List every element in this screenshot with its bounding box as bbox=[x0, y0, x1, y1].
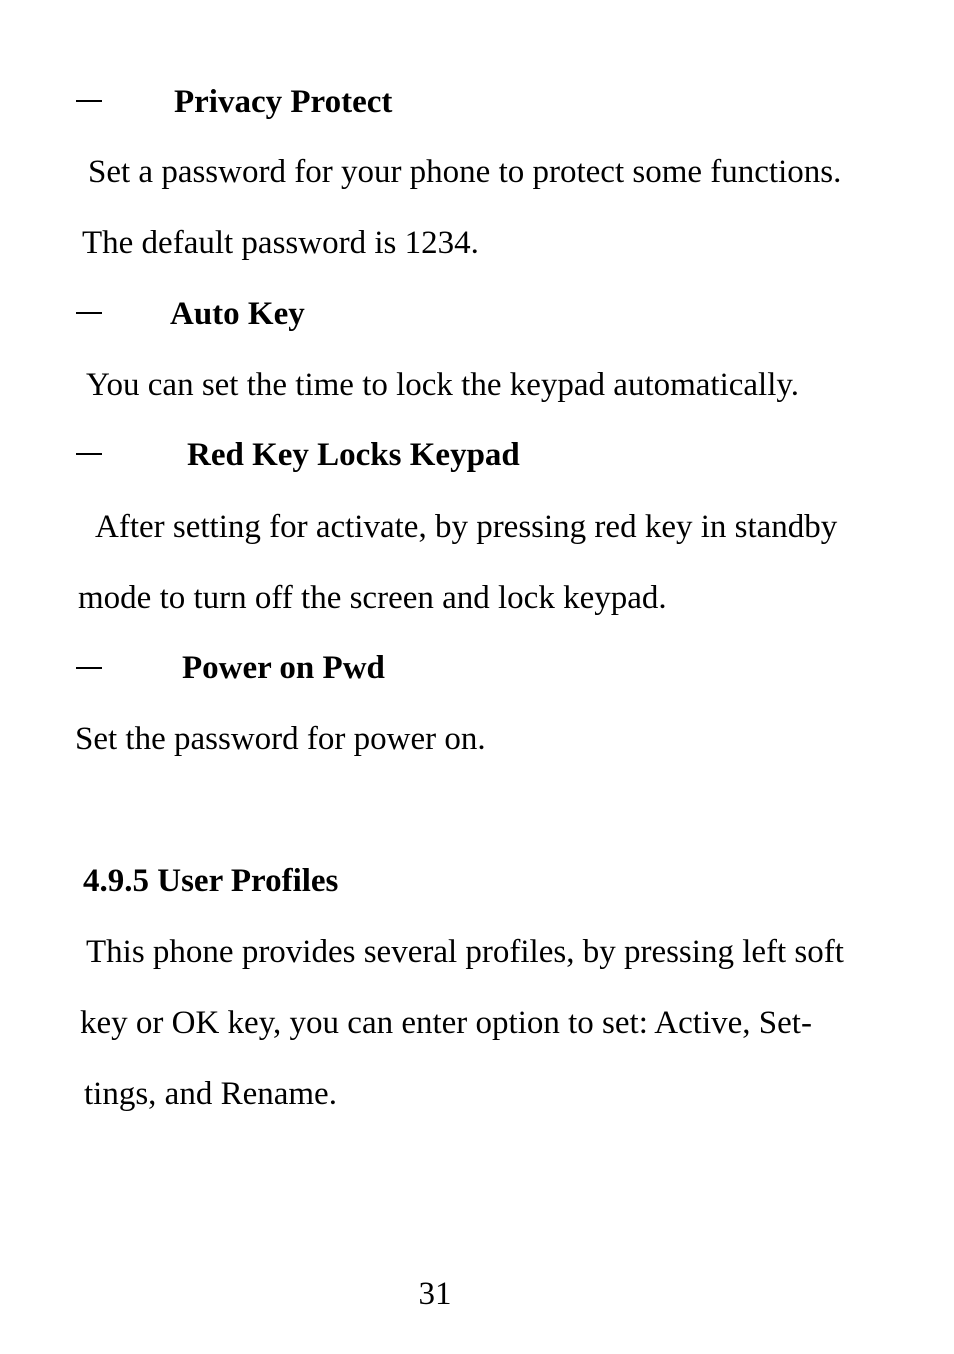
bullet-dash bbox=[76, 312, 102, 314]
subsection-title-user-profiles: 4.9.5 User Profiles bbox=[83, 863, 339, 899]
section-body-line: Set a password for your phone to protect some functions. bbox=[88, 154, 842, 190]
section-body-line: The default password is 1234. bbox=[82, 225, 479, 261]
section-title-power-on-pwd: Power on Pwd bbox=[182, 650, 385, 686]
bullet-dash bbox=[76, 667, 102, 669]
section-title-privacy-protect: Privacy Protect bbox=[174, 84, 393, 120]
subsection-body-line: This phone provides several profiles, by pressing left soft bbox=[86, 934, 844, 970]
section-title-red-key-locks-keypad: Red Key Locks Keypad bbox=[187, 437, 520, 473]
section-body-line: You can set the time to lock the keypad automatically. bbox=[86, 367, 799, 403]
subsection-body-line: tings, and Rename. bbox=[84, 1076, 337, 1112]
subsection-body-line: key or OK key, you can enter option to set: Active, Set- bbox=[80, 1005, 812, 1041]
page-number: 31 bbox=[418, 1276, 452, 1312]
section-body-line: After setting for activate, by pressing red key in standby bbox=[95, 509, 838, 545]
bullet-dash bbox=[76, 100, 102, 102]
section-title-auto-key: Auto Key bbox=[170, 296, 305, 332]
section-body-line: mode to turn off the screen and lock keypad. bbox=[78, 580, 667, 616]
bullet-dash bbox=[76, 453, 102, 455]
section-body-line: Set the password for power on. bbox=[75, 721, 486, 757]
